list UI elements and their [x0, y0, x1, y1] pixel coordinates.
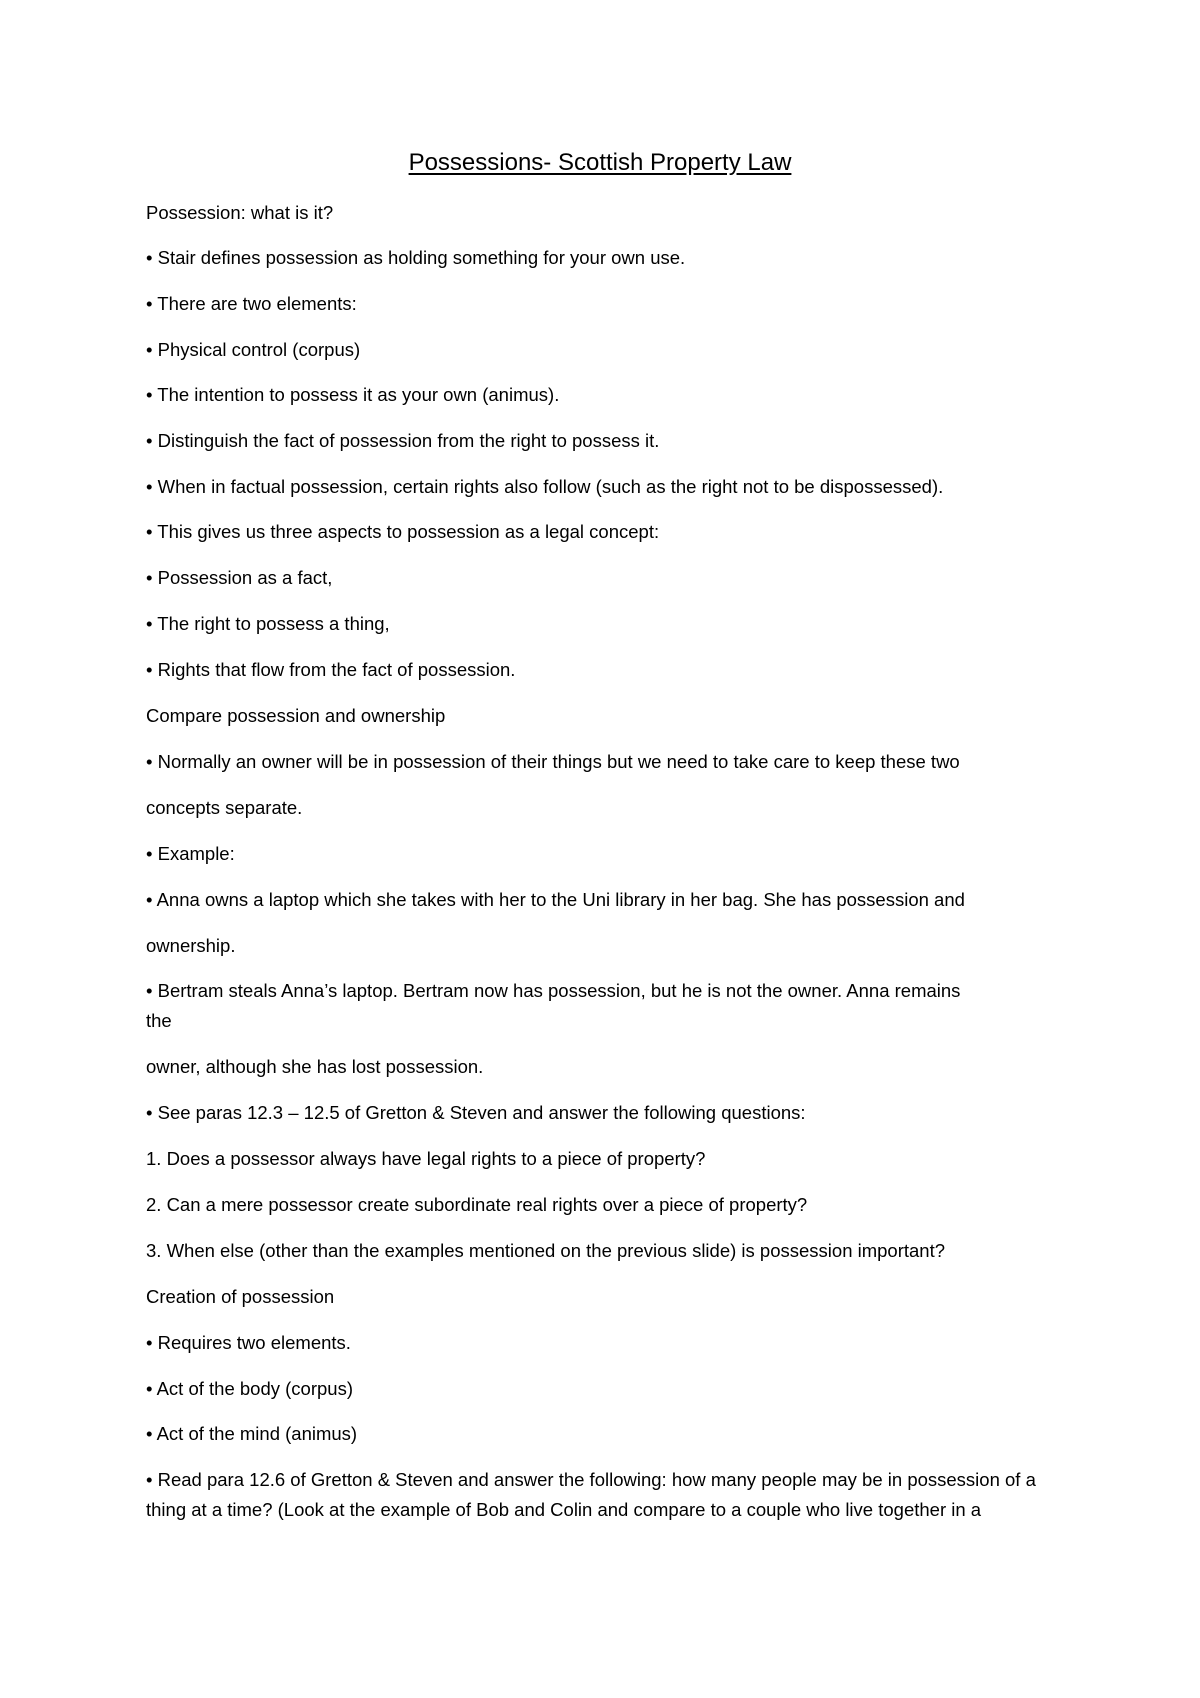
- bullet-line: • This gives us three aspects to possession as a legal concept:: [146, 521, 660, 542]
- text-line: owner, although she has lost possession.: [146, 1056, 484, 1077]
- question-line: 2. Can a mere possessor create subordinate real rights over a piece of property?: [146, 1194, 808, 1215]
- bullet-line: • Normally an owner will be in possession of their things but we need to take care to keep these two: [146, 751, 960, 772]
- text-line: concepts separate.: [146, 797, 303, 818]
- bullet-line: • The intention to possess it as your own (animus).: [146, 384, 560, 405]
- bullet-line: • When in factual possession, certain rights also follow (such as the right not to be dispossessed).: [146, 476, 944, 497]
- bullet-line: • Distinguish the fact of possession from the right to possess it.: [146, 430, 660, 451]
- bullet-line: • Stair defines possession as holding something for your own use.: [146, 247, 686, 268]
- bullet-line: • Act of the mind (animus): [146, 1423, 358, 1444]
- bullet-line: • The right to possess a thing,: [146, 613, 390, 634]
- bullet-line: • Rights that flow from the fact of possession.: [146, 659, 516, 680]
- bullet-line: • Anna owns a laptop which she takes with her to the Uni library in her bag. She has possession and: [146, 889, 965, 910]
- bullet-line: • Possession as a fact,: [146, 567, 333, 588]
- bullet-line: • Bertram steals Anna’s laptop. Bertram now has possession, but he is not the owner. Anna remains: [146, 980, 961, 1001]
- bullet-line: • Example:: [146, 843, 235, 864]
- bullet-line: • See paras 12.3 – 12.5 of Gretton & Steven and answer the following questions:: [146, 1102, 806, 1123]
- final-paragraph: • Read para 12.6 of Gretton & Steven and answer the following: how many people may be in possession of a thing at a time? (Look at the example of Bob and Colin and compare to a couple who live together in a: [146, 1469, 1036, 1520]
- bullet-line: • There are two elements:: [146, 293, 357, 314]
- section-heading-what-is-possession: Possession: what is it?: [146, 202, 334, 223]
- question-line: 3. When else (other than the examples mentioned on the previous slide) is possession important?: [146, 1240, 946, 1261]
- bullet-line: • Physical control (corpus): [146, 339, 361, 360]
- question-line: 1. Does a possessor always have legal rights to a piece of property?: [146, 1148, 706, 1169]
- section-heading-creation: Creation of possession: [146, 1286, 335, 1307]
- text-line: ownership.: [146, 935, 236, 956]
- text-line: the: [146, 1010, 172, 1031]
- document-title: Possessions- Scottish Property Law: [408, 149, 792, 176]
- section-heading-compare: Compare possession and ownership: [146, 705, 446, 726]
- bullet-line: • Act of the body (corpus): [146, 1378, 353, 1399]
- bullet-line: • Requires two elements.: [146, 1332, 351, 1353]
